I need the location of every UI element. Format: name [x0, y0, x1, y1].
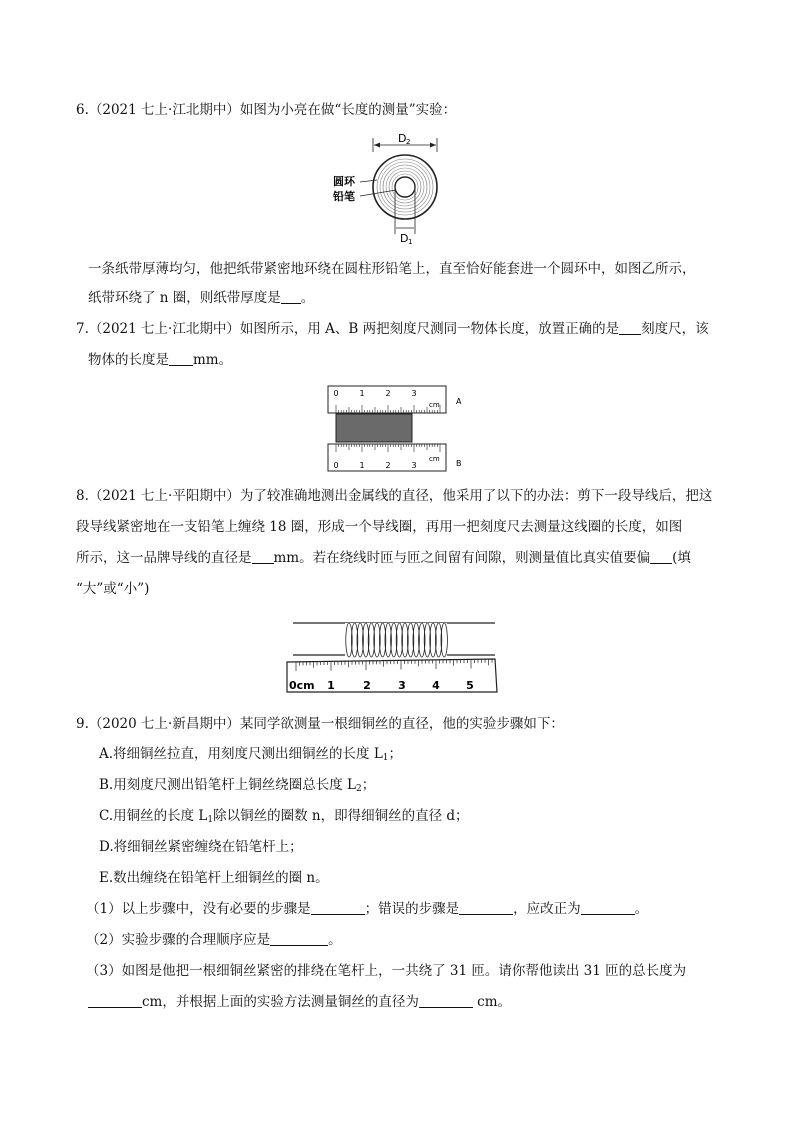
q7-blank-ruler[interactable]	[619, 320, 641, 335]
q8-line4: “大”或“小”)	[76, 581, 150, 597]
q9-blank-correction[interactable]	[581, 900, 635, 915]
q7-blank-length[interactable]	[169, 351, 193, 366]
q9-step-a: A.将细铜丝拉直，用刻度尺测出细铜丝的长度 $L_1$；	[99, 746, 403, 763]
measured-object	[336, 414, 412, 442]
q9-blank-unnecessary[interactable]	[311, 900, 365, 915]
ruler-b-tick-label: 1	[359, 461, 365, 470]
q9-blank-diameter[interactable]	[419, 993, 473, 1008]
ruler-a-tick-label: 3	[411, 389, 417, 398]
q6-line2: 一条纸带厚薄均匀，他把纸带紧密地环绕在圆柱形铅笔上，直至恰好能套进一个圆环中，如图乙所示，	[88, 261, 696, 277]
d2-label: D	[398, 132, 407, 145]
q8-blank-bias[interactable]	[650, 549, 672, 564]
q9-sub3: （3）如图是他把一根细铜丝紧密的排绕在笔杆上，一共绕了 31 匝。请你帮他读出 31 匝的总长度为	[86, 963, 687, 979]
q9-blank-order[interactable]	[270, 931, 328, 946]
d1-label: D	[400, 232, 409, 245]
q8-figure	[283, 615, 503, 695]
ruler-a-label: A	[456, 397, 462, 406]
ring-figure	[360, 138, 437, 234]
q6-line3: 纸带环绕了 n 圈，则纸带厚度是 。	[88, 290, 315, 306]
ruler-a-unit: cm	[429, 401, 440, 409]
ruler-tick-label: 2	[363, 679, 371, 692]
q9-blank-total-length[interactable]	[88, 993, 142, 1008]
ruler-tick-label: 4	[432, 679, 440, 692]
q9-blank-wrong[interactable]	[459, 900, 513, 915]
q9-step-e: E.数出缠绕在铅笔杆上细铜丝的圈 n。	[99, 870, 329, 886]
q6-answer-blank[interactable]	[281, 289, 301, 304]
q8-blank-diameter[interactable]	[252, 549, 274, 564]
ruler-b-tick-label: 0	[333, 461, 339, 470]
d1-subscript: 1	[408, 238, 413, 246]
pencil-label: 铅笔	[333, 190, 355, 203]
q9-line1: 9.（2020 七上·新昌期中）某同学欲测量一根细铜丝的直径，他的实验步骤如下：	[76, 716, 564, 732]
ruler-b-tick-label: 3	[411, 461, 417, 470]
q7-figure	[325, 384, 475, 474]
ruler-b-tick-label: 2	[385, 461, 391, 470]
q7-line1: 7.（2021 七上·江北期中）如图所示，用 A、B 两把刻度尺测同一物体长度，放置正确的是 刻度尺，该	[76, 321, 709, 337]
q9-sub3-line2: cm，并根据上面的实验方法测量铜丝的直径为 cm。	[88, 993, 511, 1011]
ruler-tick-label: 3	[398, 679, 406, 692]
q9-step-c: C.用铜丝的长度 $L_1$除以铜丝的圈数 n，即得细铜丝的直径 d；	[99, 808, 469, 825]
ruler-a-tick-label: 1	[359, 389, 365, 398]
q7-line2: 物体的长度是 mm。	[88, 352, 233, 368]
q6-line1: 6.（2021 七上·江北期中）如图为小亮在做“长度的测量”实验：	[76, 102, 457, 118]
ruler-a-tick-label: 2	[385, 389, 391, 398]
q8-line3: 所示，这一品牌导线的直径是 mm。若在绕线时匝与匝之间留有间隙，则测量值比真实值要偏 (填	[76, 550, 691, 566]
ruler-a-tick-label: 0	[333, 389, 339, 398]
ruler-tick-label: 1	[327, 679, 335, 692]
ruler-b-unit: cm	[429, 455, 440, 463]
q8-line1: 8.（2021 七上·平阳期中）为了较准确地测出金属线的直径，他采用了以下的办法：剪下一段导线后，把这	[76, 488, 713, 504]
d2-subscript: 2	[406, 138, 411, 146]
q9-step-d: D.将细铜丝紧密缠绕在铅笔杆上；	[99, 839, 303, 855]
ruler-tick-label: 5	[466, 679, 474, 692]
q9-sub1: （1）以上步骤中，没有必要的步骤是 ；错误的步骤是 ，应改正为 。	[86, 901, 649, 917]
ruler-b-label: B	[456, 459, 462, 468]
q9-sub2: （2）实验步骤的合理顺序应是 。	[86, 932, 342, 948]
ring-label: 圆环	[333, 175, 355, 188]
ruler-zero-label: 0cm	[289, 679, 315, 692]
q8-line2: 段导线紧密地在一支铅笔上缠绕 18 圈，形成一个导线圈，再用一把刻度尺去测量这线圈的长度，如图	[76, 519, 683, 535]
q9-step-b: B.用刻度尺测出铅笔杆上铜丝绕圈总长度 $L_2$；	[99, 777, 376, 794]
q6-figure	[330, 130, 445, 250]
